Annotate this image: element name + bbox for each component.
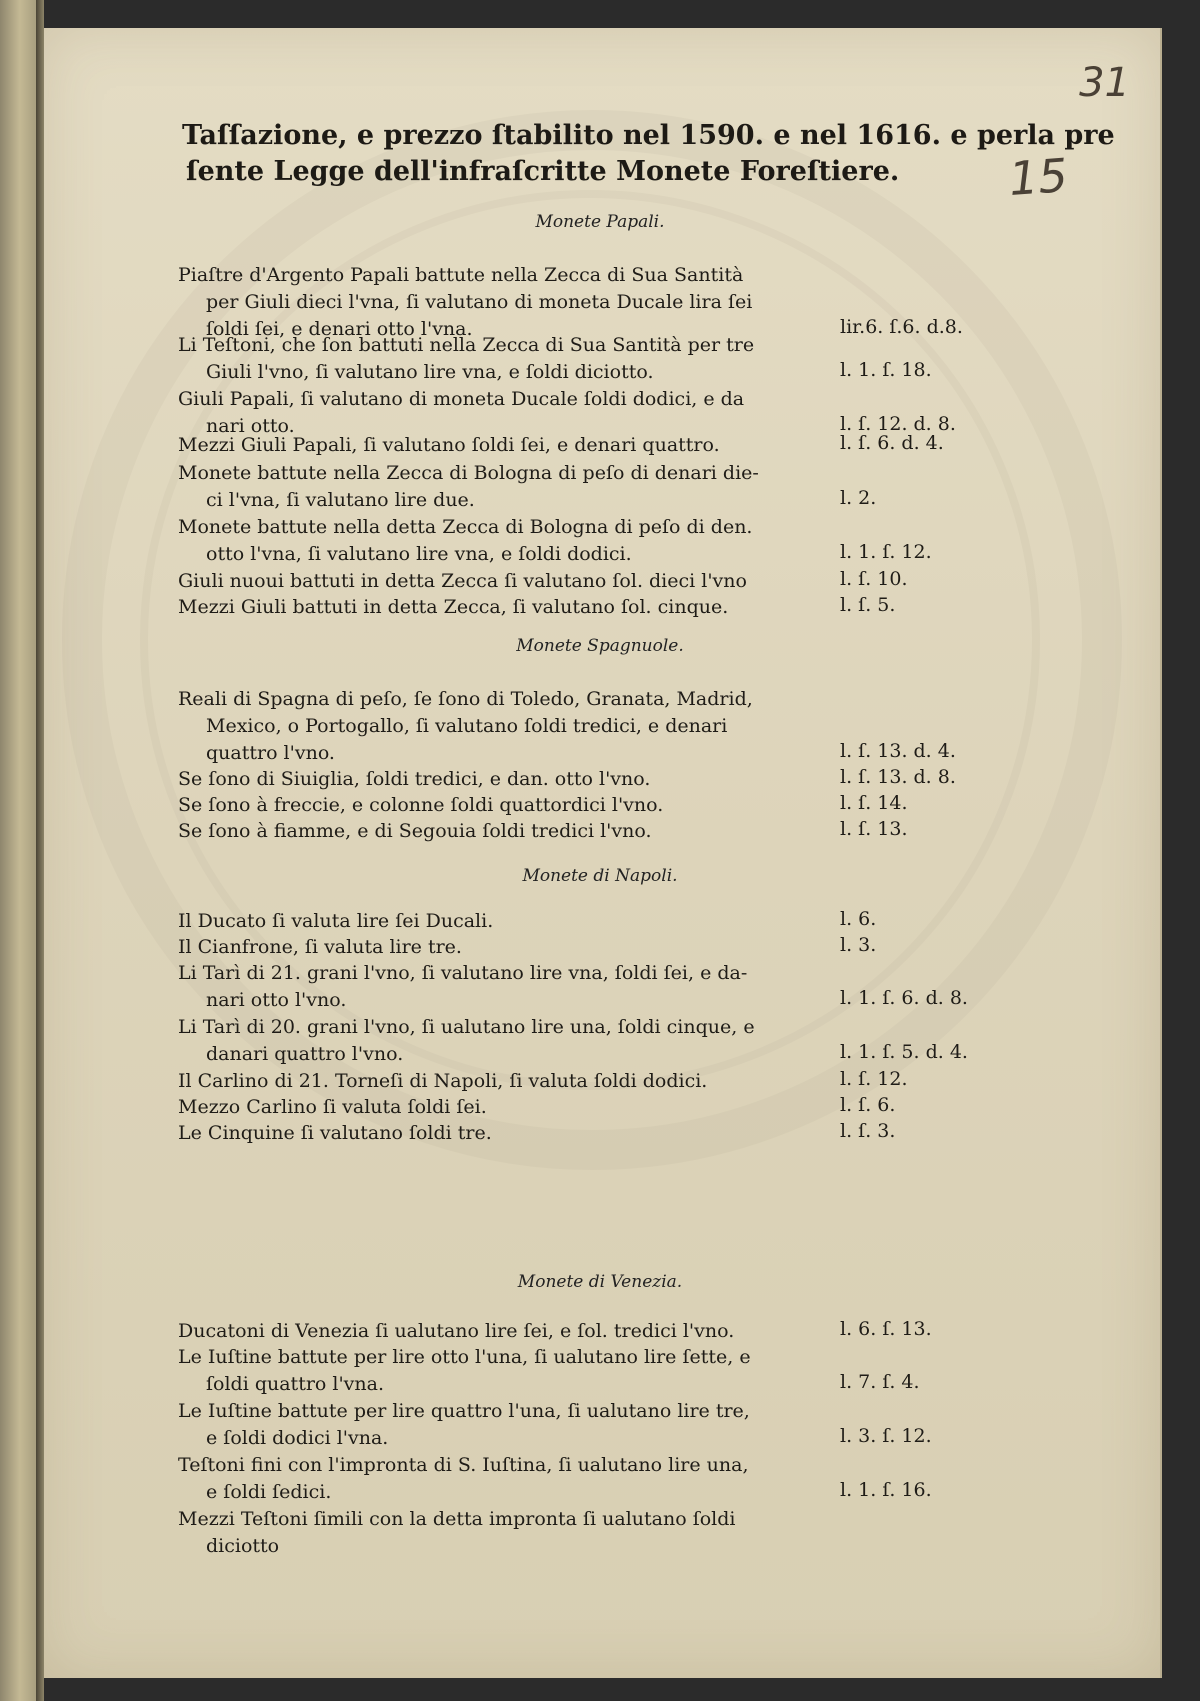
section-heading: Monete di Venezia. [517, 1272, 683, 1292]
entry-amount: l. 1. ſ. 12. [840, 541, 932, 563]
entry-amount: l. 6. [840, 908, 877, 930]
entry-text-line: Il Carlino di 21. Torneſi di Napoli, ſi valuta ſoldi dodici. [178, 1070, 708, 1092]
entry-text-line: Li Tarì di 21. grani l'vno, ſi valutano lire vna, ſoldi ſei, e da- [178, 962, 748, 984]
entry-amount: l. 6. ſ. 13. [840, 1318, 932, 1340]
entry-text-line: Le Cinquine ſi valutano ſoldi tre. [178, 1122, 492, 1144]
title-line-1: Taſſazione, e prezzo ſtabilito nel 1590. e nel 1616. e perla pre [182, 120, 1115, 151]
entry-amount: l. ſ. 6. d. 4. [840, 432, 944, 454]
entry-amount: l. ſ. 3. [840, 1120, 896, 1142]
section-heading: Monete Papali. [535, 212, 665, 232]
entry-text-line: e ſoldi ſedici. [206, 1481, 332, 1503]
entry-text-line: Se ſono à freccie, e colonne ſoldi quattordici l'vno. [178, 794, 664, 816]
entry-text-line: otto l'vna, ſi valutano lire vna, e ſoldi dodici. [206, 543, 632, 565]
entry-text-line: ſoldi quattro l'vna. [206, 1373, 385, 1395]
entry-text-line: Giuli l'vno, ſi valutano lire vna, e ſoldi diciotto. [206, 361, 654, 383]
entry-amount: l. 3. ſ. 12. [840, 1425, 932, 1447]
entry-text-line: Li Teſtoni, che ſon battuti nella Zecca di Sua Santità per tre [178, 334, 755, 356]
entry-text-line: Giuli nuoui battuti in detta Zecca ſi valutano ſol. dieci l'vno [178, 570, 747, 592]
entry-amount: l. ſ. 12. [840, 1068, 908, 1090]
entry-text-line: e ſoldi dodici l'vna. [206, 1427, 389, 1449]
entry-amount: l. 7. ſ. 4. [840, 1371, 920, 1393]
entry-amount: l. ſ. 10. [840, 568, 908, 590]
entry-amount: l. ſ. 12. d. 8. [840, 413, 956, 435]
entry-text-line: Monete battute nella detta Zecca di Bologna di peſo di den. [178, 516, 753, 538]
entry-text-line: Le Iuſtine battute per lire quattro l'una, ſi ualutano lire tre, [178, 1400, 750, 1422]
entry-amount: l. ſ. 14. [840, 792, 908, 814]
page-title [182, 118, 1115, 190]
entry-amount: l. ſ. 13. [840, 818, 908, 840]
entry-amount: l. ſ. 13. d. 8. [840, 766, 956, 788]
entry-text-line: Se ſono di Siuiglia, ſoldi tredici, e dan. otto l'vno. [178, 768, 651, 790]
entry-text-line: nari otto. [206, 415, 295, 437]
entry-text-line: Li Tarì di 20. grani l'vno, ſi ualutano lire una, ſoldi cinque, e [178, 1016, 755, 1038]
entry-amount: l. ſ. 13. d. 4. [840, 740, 956, 762]
entry-amount: l. ſ. 5. [840, 594, 896, 616]
facing-page-edge [0, 0, 36, 1701]
entry-text-line: nari otto l'vno. [206, 989, 347, 1011]
section-heading: Monete Spagnuole. [516, 636, 684, 656]
entry-amount: l. 1. ſ. 18. [840, 359, 932, 381]
entry-text-line: Ducatoni di Venezia ſi ualutano lire ſei, e ſol. tredici l'vno. [178, 1320, 735, 1342]
entry-text-line: Mexico, o Portogallo, ſi valutano ſoldi tredici, e denari [206, 715, 728, 737]
handwritten-page-number: 15 [1007, 148, 1070, 206]
entry-text-line: ſoldi ſei, e denari otto l'vna. [206, 318, 473, 340]
entry-text-line: Giuli Papali, ſi valutano di moneta Ducale ſoldi dodici, e da [178, 388, 745, 410]
entry-text-line: diciotto [206, 1535, 280, 1557]
entry-text-line: Il Ducato ſi valuta lire ſei Ducali. [178, 910, 494, 932]
entry-amount: l. 1. ſ. 16. [840, 1479, 932, 1501]
binding-gutter [36, 0, 44, 1701]
entry-amount: l. 2. [840, 487, 877, 509]
entry-text-line: Mezzo Carlino ſi valuta ſoldi ſei. [178, 1096, 487, 1118]
entry-text-line: Le Iuſtine battute per lire otto l'una, ſi ualutano lire ſette, e [178, 1346, 751, 1368]
entry-text-line: per Giuli dieci l'vna, ſi valutano di moneta Ducale lira ſei [206, 291, 753, 313]
title-line-2: ſente Legge dell'infraſcritte Monete Foreſtiere. [186, 156, 900, 187]
entry-text-line: Mezzi Giuli Papali, ſi valutano ſoldi ſei, e denari quattro. [178, 434, 720, 456]
entry-text-line: Il Cianfrone, ſi valuta lire tre. [178, 936, 462, 958]
handwritten-folio-number: 31 [1079, 60, 1130, 106]
entry-amount: l. 3. [840, 934, 877, 956]
entry-text-line: Mezzi Teſtoni ſimili con la detta impronta ſi ualutano ſoldi [178, 1508, 736, 1530]
entry-text-line: Reali di Spagna di peſo, ſe ſono di Toledo, Granata, Madrid, [178, 688, 753, 710]
entry-amount: lir.6. ſ.6. d.8. [840, 316, 963, 338]
entry-text-line: ci l'vna, ſi valutano lire due. [206, 489, 475, 511]
entry-text-line: quattro l'vno. [206, 742, 335, 764]
entry-amount: l. 1. ſ. 6. d. 8. [840, 987, 968, 1009]
entry-amount: l. ſ. 6. [840, 1094, 896, 1116]
entry-text-line: danari quattro l'vno. [206, 1043, 404, 1065]
entry-text-line: Teſtoni fini con l'impronta di S. Iuſtina, ſi ualutano lire una, [178, 1454, 749, 1476]
coin-entry [178, 1506, 958, 1560]
entry-text-line: Mezzi Giuli battuti in detta Zecca, ſi valutano ſol. cinque. [178, 596, 729, 618]
entry-amount: l. 1. ſ. 5. d. 4. [840, 1041, 968, 1063]
entry-text-line: Piaſtre d'Argento Papali battute nella Zecca di Sua Santità [178, 264, 744, 286]
section-heading: Monete di Napoli. [522, 866, 678, 886]
entry-text-line: Monete battute nella Zecca di Bologna di peſo di denari die- [178, 462, 759, 484]
entry-text-line: Se ſono à fiamme, e di Segouia ſoldi tredici l'vno. [178, 820, 652, 842]
